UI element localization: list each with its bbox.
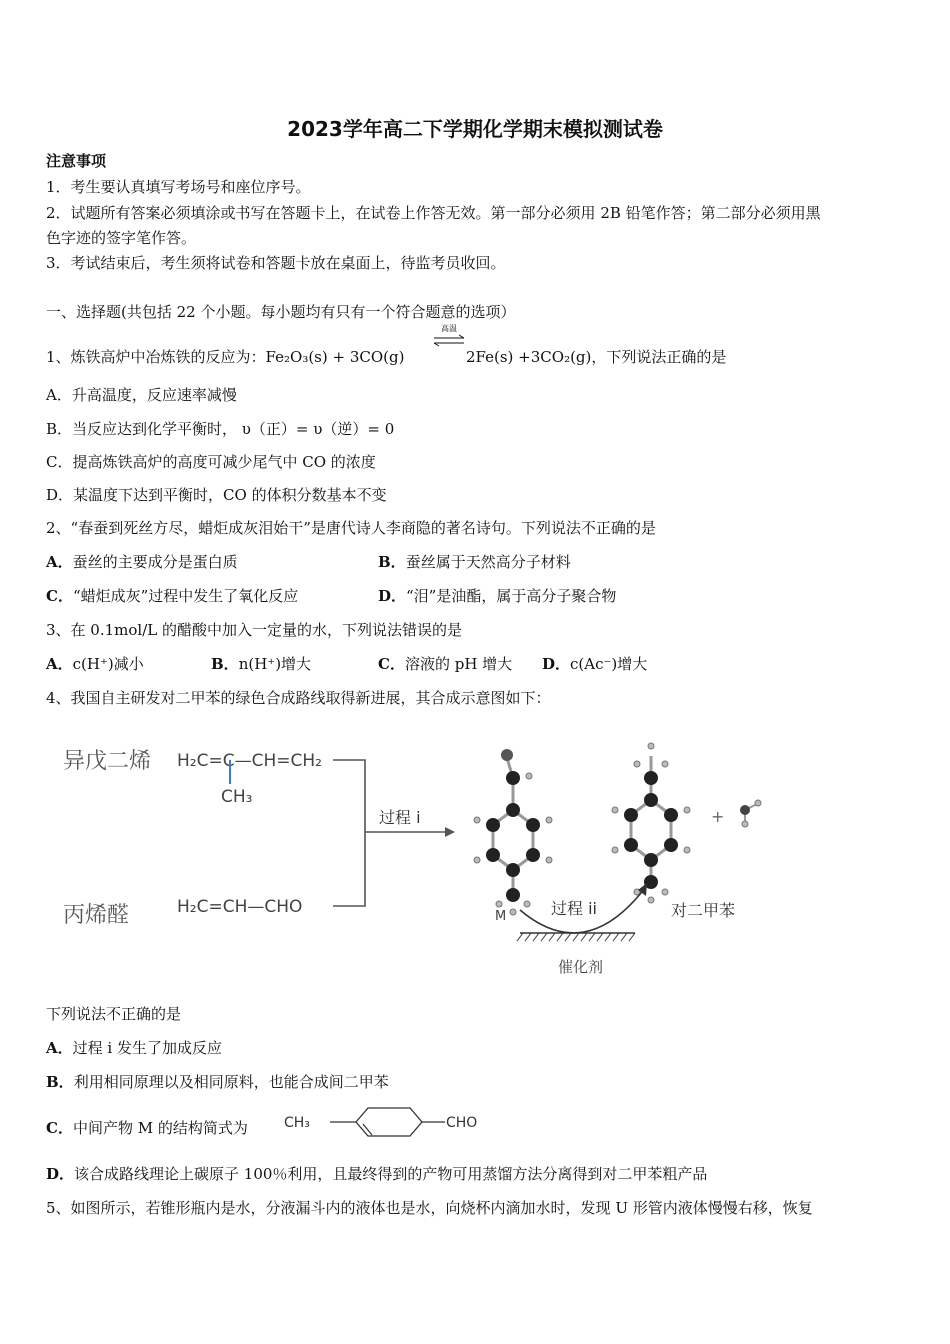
q3-option-b bbox=[211, 655, 311, 673]
plus-sign: + bbox=[711, 807, 725, 826]
option-letter: B． bbox=[378, 553, 406, 571]
ring-icon bbox=[356, 1108, 422, 1136]
option-letter: D． bbox=[378, 587, 407, 605]
q1-option-b: B．当反应达到化学平衡时， υ（正）= υ（逆）= 0 bbox=[46, 420, 395, 438]
product-label: 对二甲苯 bbox=[671, 901, 736, 920]
option-letter: C． bbox=[46, 1119, 73, 1137]
q4-option-c bbox=[46, 1119, 248, 1137]
intermediate-label: M bbox=[495, 909, 507, 924]
option-text: 该合成路线理论上碳原子 100％利用，且最终得到的产物可用蒸馏方法分离得到对二甲苯粗产品 bbox=[74, 1165, 708, 1183]
option-letter: A． bbox=[46, 1039, 73, 1057]
q2-option-c bbox=[46, 587, 298, 605]
q1-stem-part2: 2Fe(s) +3CO₂(g)，下列说法正确的是 bbox=[466, 348, 727, 366]
notice-heading: 注意事项 bbox=[46, 152, 107, 170]
reversible-arrow-icon bbox=[432, 333, 466, 349]
m-structure-formula bbox=[280, 1102, 510, 1142]
option-letter: C． bbox=[378, 655, 405, 673]
option-text: 中间产物 M 的结构简式为 bbox=[72, 1119, 248, 1137]
m-right-group: CHO bbox=[446, 1115, 478, 1131]
q1-option-d: D．某温度下达到平衡时，CO 的体积分数基本不变 bbox=[46, 486, 387, 504]
q4-option-b bbox=[46, 1073, 389, 1091]
molecule-m-model bbox=[474, 749, 552, 915]
reactant2-name: 丙烯醛 bbox=[63, 903, 130, 928]
notice-item: 色字迹的签字笔作答。 bbox=[46, 229, 197, 247]
option-letter: D． bbox=[46, 1165, 75, 1183]
option-text: 过程 i 发生了加成反应 bbox=[72, 1039, 222, 1057]
page-title: 2023学年高二下学期化学期末模拟测试卷 bbox=[287, 117, 663, 141]
equilibrium-arrow bbox=[432, 324, 466, 350]
p-xylene-model bbox=[612, 743, 690, 903]
step1-label: 过程 i bbox=[379, 808, 421, 827]
option-letter: B． bbox=[46, 1073, 74, 1091]
section-heading: 一、选择题(共包括 22 个小题。每小题均有只有一个符合题意的选项） bbox=[46, 303, 516, 321]
arrow-head-icon bbox=[445, 827, 455, 837]
reactant1-formula: H₂C=C—CH=CH₂ bbox=[177, 751, 322, 771]
option-text: c(H⁺)减小 bbox=[72, 655, 144, 673]
reactant1-branch: CH₃ bbox=[221, 787, 253, 807]
q4-lead: 下列说法不正确的是 bbox=[46, 1005, 182, 1023]
option-text: “泪”是油酯，属于高分子聚合物 bbox=[406, 587, 617, 605]
q2-stem: 2、“春蚕到死丝方尽，蜡炬成灰泪始干”是唐代诗人李商隐的著名诗句。下列说法不正确的是 bbox=[46, 519, 656, 537]
q3-option-d bbox=[542, 655, 647, 673]
catalyst-label: 催化剂 bbox=[558, 958, 604, 976]
q2-option-d bbox=[378, 587, 616, 605]
option-text: 蚕丝的主要成分是蛋白质 bbox=[72, 553, 238, 571]
reactant2-formula: H₂C=CH—CHO bbox=[177, 897, 303, 917]
option-text: 利用相同原理以及相同原料，也能合成间二甲苯 bbox=[73, 1073, 389, 1091]
notice-item: 1．考生要认真填写考场号和座位序号。 bbox=[46, 178, 311, 196]
reaction-condition: 高温 bbox=[441, 324, 457, 333]
option-letter: D． bbox=[542, 655, 571, 673]
q2-option-b bbox=[378, 553, 571, 571]
option-text: “蜡炬成灰”过程中发生了氧化反应 bbox=[72, 587, 299, 605]
notice-item: 3．考试结束后，考生须将试卷和答题卡放在桌面上，待监考员收回。 bbox=[46, 254, 506, 272]
q5-stem: 5、如图所示，若锥形瓶内是水，分液漏斗内的液体也是水，向烧杯内滴加水时，发现 U 形管内液体慢慢右移，恢复 bbox=[46, 1199, 813, 1217]
q4-option-a bbox=[46, 1039, 222, 1057]
option-text: n(H⁺)增大 bbox=[238, 655, 312, 673]
merge-bracket bbox=[333, 760, 365, 906]
q3-option-a bbox=[46, 655, 144, 673]
option-letter: A． bbox=[46, 655, 73, 673]
water-molecule-model bbox=[740, 800, 761, 827]
q4-option-d bbox=[46, 1165, 707, 1183]
reactant1-name: 异戊二烯 bbox=[63, 749, 152, 774]
step2-label: 过程 ii bbox=[551, 899, 597, 918]
option-letter: A． bbox=[46, 553, 73, 571]
q3-option-c bbox=[378, 655, 512, 673]
synthesis-diagram bbox=[55, 720, 785, 985]
notice-item: 2．试题所有答案必须填涂或书写在答题卡上，在试卷上作答无效。第一部分必须用 2B 铅笔作答；第二部分必须用黑 bbox=[46, 204, 821, 222]
option-text: 蚕丝属于天然高分子材料 bbox=[405, 553, 571, 571]
option-letter: C． bbox=[46, 587, 73, 605]
q1-option-c: C．提高炼铁高炉的高度可减少尾气中 CO 的浓度 bbox=[46, 453, 376, 471]
option-text: 溶液的 pH 增大 bbox=[404, 655, 513, 673]
q4-stem: 4、我国自主研发对二甲苯的绿色合成路线取得新进展，其合成示意图如下： bbox=[46, 689, 551, 707]
option-letter: B． bbox=[211, 655, 239, 673]
option-text: c(Ac⁻)增大 bbox=[570, 655, 648, 673]
q3-stem: 3、在 0.1mol/L 的醋酸中加入一定量的水，下列说法错误的是 bbox=[46, 621, 463, 639]
m-left-group: CH₃ bbox=[284, 1115, 310, 1131]
q2-option-a bbox=[46, 553, 238, 571]
q1-stem-part1: 1、炼铁高炉中冶炼铁的反应为：Fe₂O₃(s) + 3CO(g) bbox=[46, 348, 405, 366]
catalyst-hatch bbox=[517, 933, 635, 941]
q1-option-a: A．升高温度，反应速率减慢 bbox=[46, 386, 237, 404]
